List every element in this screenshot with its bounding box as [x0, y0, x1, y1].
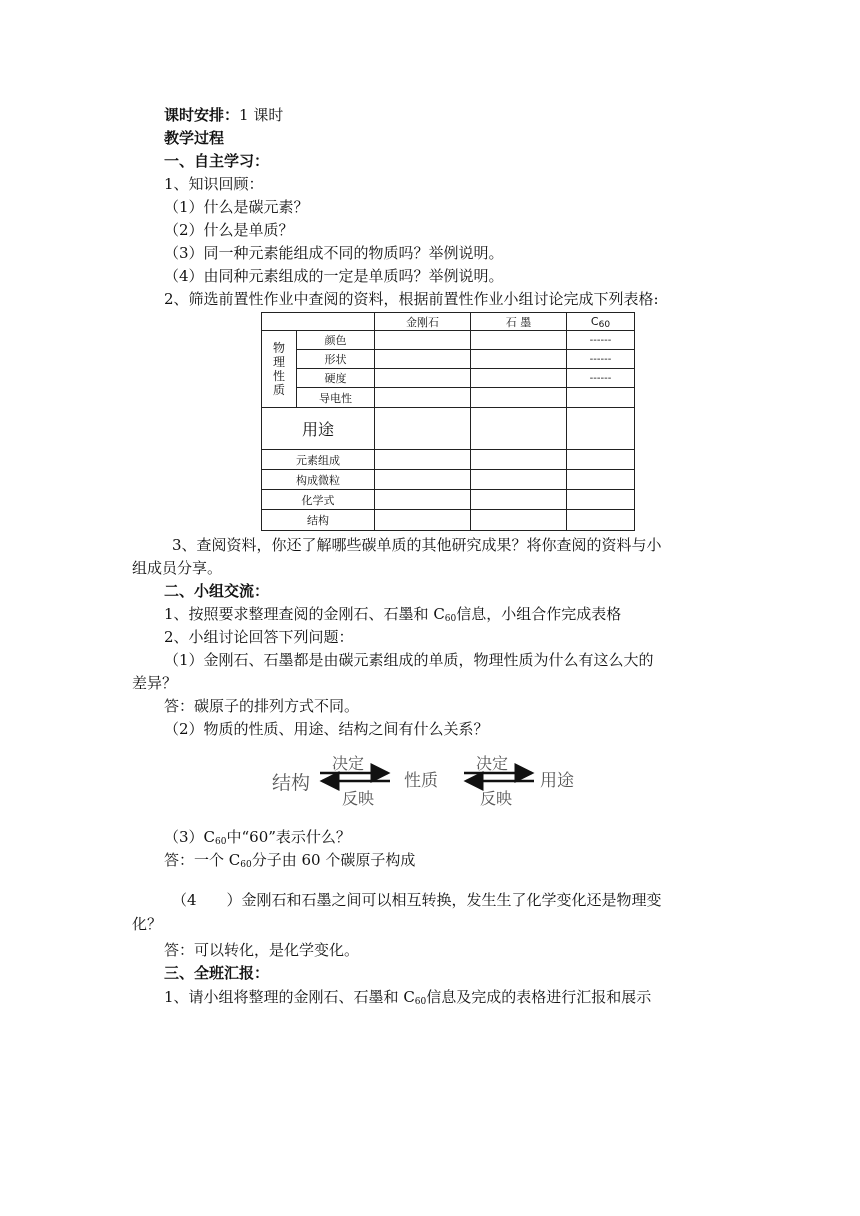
cell-input[interactable]	[375, 470, 471, 490]
section3-title: 三、全班汇报：	[164, 964, 270, 982]
section2-title: 二、小组交流：	[164, 582, 270, 600]
cell-dash: ------	[567, 350, 635, 369]
cell-input[interactable]	[567, 388, 635, 408]
cell-input[interactable]	[375, 450, 471, 470]
cell-input[interactable]	[471, 470, 567, 490]
cell-input[interactable]	[567, 408, 635, 450]
header-diamond: 金刚石	[375, 313, 471, 331]
cell-input[interactable]	[471, 490, 567, 510]
relationship-diagram	[270, 748, 590, 808]
carbon-properties-table	[261, 312, 635, 531]
row-label-structure: 结构	[262, 510, 375, 531]
row-label-hardness: 硬度	[297, 369, 375, 388]
cell-input[interactable]	[471, 388, 567, 408]
header-c60: $C_{60}$	[567, 313, 635, 331]
cell-input[interactable]	[471, 408, 567, 450]
cell-input[interactable]	[375, 369, 471, 388]
schedule-line	[164, 105, 283, 125]
row-label-particles: 构成微粒	[262, 470, 375, 490]
cell-input[interactable]	[471, 331, 567, 350]
task-3-line-1: 3、查阅资料，你还了解哪些碳单质的其他研究成果？将你查阅的资料与小	[172, 536, 662, 554]
task-3-line-2: 组成员分享。	[132, 559, 223, 577]
cell-input[interactable]	[375, 490, 471, 510]
cell-input[interactable]	[375, 350, 471, 369]
section2-q1-line-1: （1）金刚石、石墨都是由碳元素组成的单质，物理性质为什么有这么大的	[164, 651, 654, 669]
cell-dash: ------	[567, 331, 635, 350]
process-title: 教学过程	[164, 129, 225, 147]
cell-input[interactable]	[567, 450, 635, 470]
cell-input[interactable]	[471, 510, 567, 531]
cell-input[interactable]	[567, 490, 635, 510]
diagram-reflect-1: 反映	[342, 789, 375, 808]
section1-title: 一、自主学习：	[164, 152, 270, 170]
header-graphite: 石 墨	[471, 313, 567, 331]
cell-dash: ------	[567, 369, 635, 388]
section2-answer-3: 答：一个 $C_{60}$分子由 60 个碳原子构成	[164, 851, 416, 870]
question-1: （1）什么是碳元素？	[164, 198, 309, 216]
section2-item-2: 2、小组讨论回答下列问题：	[164, 628, 354, 646]
cell-input[interactable]	[375, 510, 471, 531]
question-2: （2）什么是单质？	[164, 221, 294, 239]
diagram-reflect-2: 反映	[480, 789, 513, 808]
diagram-decide-1: 决定	[332, 754, 365, 773]
section2-q4-line-2: 化？	[132, 915, 163, 933]
diagram-use: 用途	[540, 771, 574, 791]
cell-input[interactable]	[567, 470, 635, 490]
cell-input[interactable]	[567, 510, 635, 531]
table-corner-cell	[262, 313, 375, 331]
cell-input[interactable]	[375, 388, 471, 408]
diagram-property: 性质	[404, 771, 438, 791]
diagram-structure: 结构	[272, 772, 311, 794]
row-label-use: 用途	[262, 408, 375, 450]
cell-input[interactable]	[471, 369, 567, 388]
section2-answer-4: 答：可以转化，是化学变化。	[164, 941, 360, 959]
section2-q2: （2）物质的性质、用途、结构之间有什么关系？	[164, 720, 489, 738]
cell-input[interactable]	[375, 331, 471, 350]
cell-input[interactable]	[471, 350, 567, 369]
physical-properties-label: 物 理 性 质	[262, 331, 297, 408]
cell-input[interactable]	[375, 408, 471, 450]
row-label-conductivity: 导电性	[297, 388, 375, 408]
row-label-shape: 形状	[297, 350, 375, 369]
review-heading: 1、知识回顾：	[164, 175, 264, 193]
section2-answer-1: 答：碳原子的排列方式不同。	[164, 697, 360, 715]
section2-q4-line-1: （4 ）金刚石和石墨之间可以相互转换，发生生了化学变化还是物理变	[172, 891, 662, 909]
row-label-color: 颜色	[297, 331, 375, 350]
schedule-label: 课时安排：	[164, 106, 240, 124]
diagram-decide-2: 决定	[476, 754, 509, 773]
section3-item-1: 1、请小组将整理的金刚石、石墨和 $C_{60}$信息及完成的表格进行汇报和展示	[164, 988, 652, 1007]
section2-q1-line-2: 差异？	[132, 674, 178, 692]
question-3: （3）同一种元素能组成不同的物质吗？举例说明。	[164, 244, 504, 262]
task-2: 2、筛选前置性作业中查阅的资料，根据前置性作业小组讨论完成下列表格:	[164, 290, 659, 308]
section2-item-1: 1、按照要求整理查阅的金刚石、石墨和 $C_{60}$信息，小组合作完成表格	[164, 605, 622, 624]
schedule-value: 1 课时	[239, 106, 284, 124]
cell-input[interactable]	[471, 450, 567, 470]
question-4: （4）由同种元素组成的一定是单质吗？举例说明。	[164, 267, 504, 285]
section2-q3: $(3)C_{60}$中“60”表示什么？	[164, 828, 351, 847]
row-label-formula: 化学式	[262, 490, 375, 510]
row-label-elements: 元素组成	[262, 450, 375, 470]
